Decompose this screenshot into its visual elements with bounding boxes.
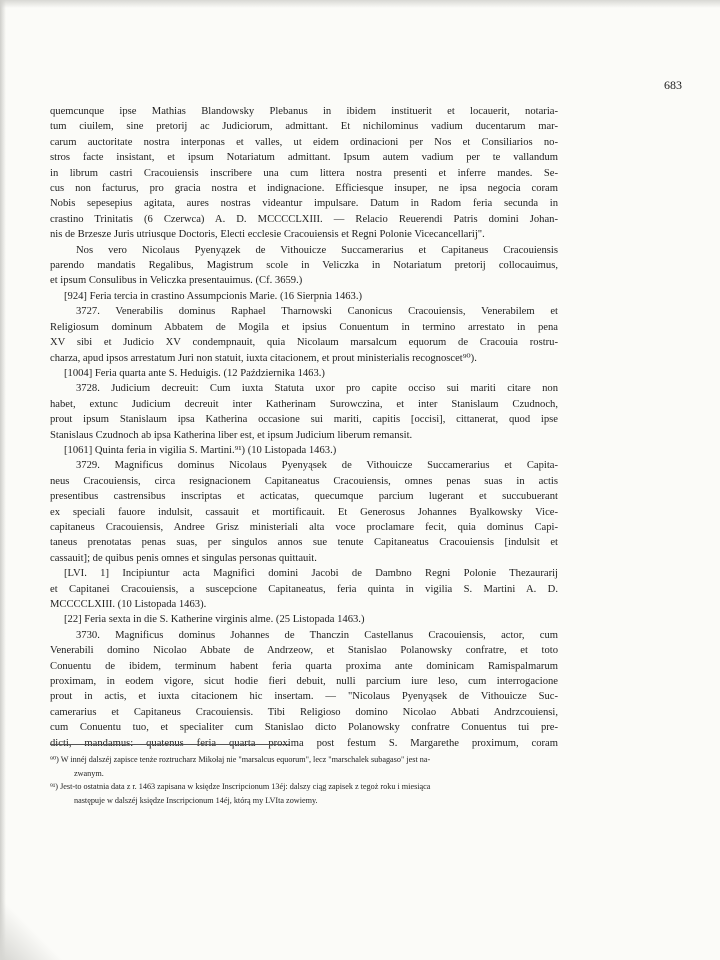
text-line: parendo mandatis Regalibus, Magistrum scole in Veliczka in Notariatum pretorij collocauimus, xyxy=(50,260,558,272)
footnote-line: ⁹¹) Jest-to ostatnia data z r. 1463 zapisana w księdze Inscripcionum 13éj: dalszy ciąg zapisek z tegoż roku i miesiąca xyxy=(50,782,431,792)
text-line: presentibus castrensibus inscriptas et acticatas, quecumque parcium lugerant et succubuerant xyxy=(50,491,558,503)
footnotes xyxy=(50,753,560,807)
text-line: prout in actis, et iuxta citacionem hic insertam. — "Nicolaus Pyenyąsek de Vithouicze Suc- xyxy=(50,691,558,703)
footnote-line: zwanym. xyxy=(74,768,104,778)
text-line: Nos vero Nicolaus Pyenyązek de Vithouicze Succamerarius et Capitaneus Cracouiensis xyxy=(76,244,558,256)
text-line: [924] Feria tercia in crastino Assumpcionis Marie. (16 Sierpnia 1463.) xyxy=(64,290,363,302)
text-line: nis de Brzesze Juris utriusque Doctoris, Electi ecclesie Cracouiensis et Regni Polonie Vicecancellarij". xyxy=(50,229,485,241)
text-line: Stanislaus Czudnoch ab ipsa Katherina liber est, et ipsum Judicium liberum remansit. xyxy=(50,429,413,441)
text-line: habet, extunc Judicium decreuit inter Katherinam Surowczina, et inter Stanislaum Czudnoch, xyxy=(50,398,558,410)
page-edge-shadow-top xyxy=(0,0,720,8)
text-line: [1004] Feria quarta ante S. Heduigis. (12 Października 1463.) xyxy=(64,367,325,379)
text-line: quemcunque ipse Mathias Blandowsky Plebanus in ibidem instituerit et locauerit, notaria- xyxy=(50,106,558,117)
text-line: in librum castri Cracouiensis inscribere una cum littera nostra presenti et inferre mandes. Se- xyxy=(50,167,558,179)
text-line: [LVI. 1] Incipiuntur acta Magnifici domini Jacobi de Dambno Regni Polonie Thezaurarij xyxy=(64,568,558,580)
footnote-line: ⁹⁰) W innéj dalszéj zapisce tenże roztrucharz Mikołaj nie "marsalcus equorum", lecz "marschalek subagaso" jest na- xyxy=(50,755,431,764)
text-line: neus Cracouiensis, circa resignacionem Capitaneatus Cracouiensis, omnes penas suas in actis xyxy=(50,475,558,487)
page-edge-shadow-left xyxy=(0,0,6,960)
text-line: capitaneus Cracouiensis, Andree Grisz ministeriali alta voce proclamare fecit, quia dominus Capi- xyxy=(50,521,558,533)
text-line: dicti, mandamus: quatenus feria quarta proxima post festum S. Margarethe proximum, coram xyxy=(50,737,558,749)
text-line: 3730. Magnificus dominus Johannes de Thanczin Castellanus Cracouiensis, actor, cum xyxy=(76,629,558,641)
text-line: [1061] Quinta feria in vigilia S. Martini.⁹¹) (10 Listopada 1463.) xyxy=(64,444,337,456)
text-line: MCCCCLXIII. (10 Listopada 1463). xyxy=(50,599,207,610)
text-line: tum ciuilem, sine pretorij ac Judiciorum, admittant. Et nichilominus vadium ducentarum mar- xyxy=(50,121,558,133)
page-corner-shadow xyxy=(0,890,70,960)
text-line: 3727. Venerabilis dominus Raphael Tharnowski Canonicus Cracouiensis, Venerabilem et xyxy=(76,306,558,318)
text-line: proximam, in eodem vigore, sicut hodie fieri debuit, nulli parcium iure leso, cum interrogacione xyxy=(50,676,558,688)
text-line: cum Conuentu tuo, et specialiter cum Stanislao dicto Polanowsky confratre Conuentus tui pre- xyxy=(50,722,558,734)
footnote-separator xyxy=(50,744,290,745)
page-number: 683 xyxy=(664,78,682,92)
text-line: prout ipsum Stanislaum ipsa Katherina occasione sui mariti, capitis [occisi], cittanerat, quod ipse xyxy=(50,414,558,426)
text-line: Conuentu de ibidem, terminum habent feria quarta proxima ante dominicam Ramispalmarum xyxy=(50,660,558,672)
text-line: camerarius et Capitaneus Cracouiensis. Tibi Religioso domino Nicolao Abbati Andrzcouiensi, xyxy=(50,706,558,718)
text-line: stros facte insistant, et ipsum Notariatum admittant. Ipsum autem vadium per te vallandum xyxy=(50,152,558,164)
text-line: et Capitanei Cracouiensis, a suscepcione Capitaneatus, feria quinta in vigilia S. Martini A. D. xyxy=(50,583,558,595)
text-line: et ipsum Consulibus in Veliczka presentauimus. (Cf. 3659.) xyxy=(50,275,303,287)
text-line: cassauit]; de quibus penis omnes et singulas personas quittauit. xyxy=(50,552,317,564)
text-line: charza, apud ipsos arrestatum Juri non statuit, iuxta citacionem, et prout ministerialis recognoscet⁹⁰). xyxy=(50,352,477,364)
text-line: 3729. Magnificus dominus Nicolaus Pyenyąsek de Vithouicze Succamerarius et Capita- xyxy=(76,460,558,472)
footnote-line: następuje w dalszéj księdze Inscripcionum 14éj, którą my LVIta zowiemy. xyxy=(74,795,318,805)
text-line: crastino Trinitatis (6 Czerwca) A. D. MCCCCLXIII. — Relacio Reuerendi Patris domini Johan- xyxy=(50,213,558,225)
text-line: carum auctoritate nostra interponas et valles, ut eidem ordinacioni per Nos et Consiliarios no- xyxy=(50,136,558,148)
text-line: ex speciali fauore indulsit, cassauit et mortificauit. Et Generosus Johannes Byalkowsky Vice- xyxy=(50,506,558,518)
text-line: Religiosum dominum Abbatem de Mogila et ipsius Conuentum in termino arrestato in pena xyxy=(50,321,558,333)
text-line: XV sibi et Judicio XV condempnauit, quia Nicolaum marsalcum equorum de Cracouia rostru- xyxy=(50,337,558,349)
text-line: taneus prenotatas penas suas, per singulos annos sue tenute Capitaneatus Cracouiensis [indulsit et xyxy=(50,537,558,549)
text-line: cus non facturus, pro gracia nostra et indignacione. Efficiesque insuper, ne ipsa negocia coram xyxy=(50,183,558,195)
text-line: 3728. Judicium decreuit: Cum iuxta Statuta uxor pro capite occiso sui mariti citare non xyxy=(76,383,558,395)
text-line: Venerabili domino Nicolao Abbate de Andrzeow, et Stanislao Polanowsky confratre, et toto xyxy=(50,645,558,657)
body-text xyxy=(50,104,558,751)
text-line: Nobis sepesepius agitata, aures nostras videantur impulsare. Datum in Radom feria secunda in xyxy=(50,198,558,210)
text-line: [22] Feria sexta in die S. Katherine virginis alme. (25 Listopada 1463.) xyxy=(64,614,365,626)
